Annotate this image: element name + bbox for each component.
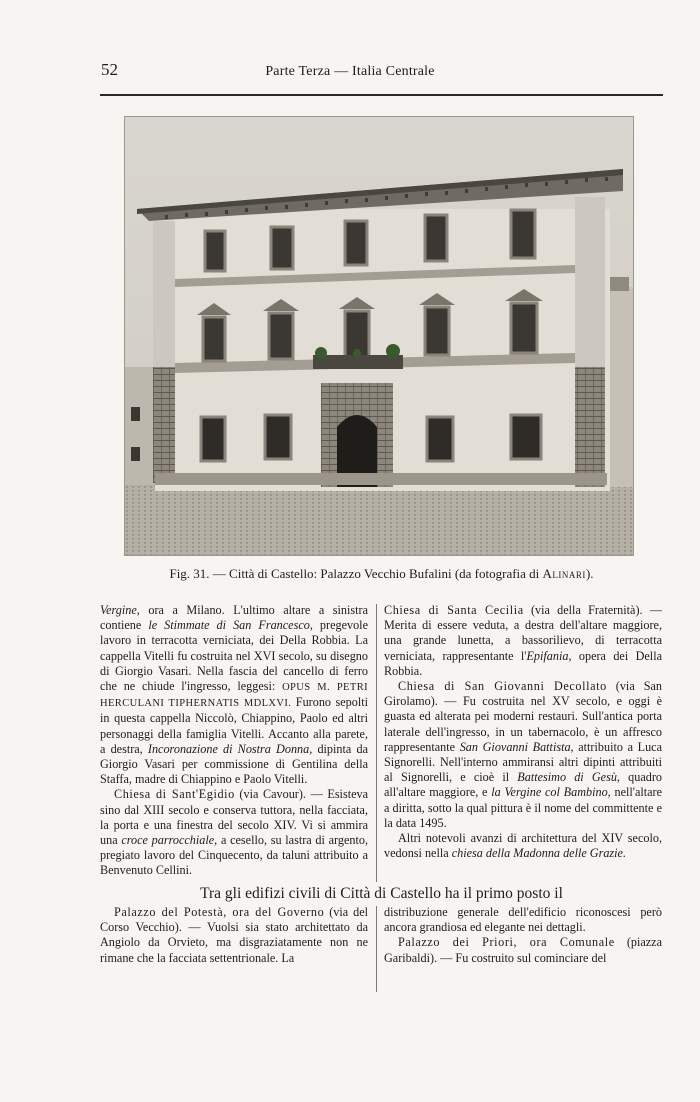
italic-text: Epifania,: [526, 648, 572, 663]
paragraph-palazzo-priori: [384, 935, 662, 965]
body-text: dipinta da Giorgio Vasari per commissione di Gentilina della Staffa, madre di Chiappino e Paolo Vitelli.: [100, 741, 368, 787]
palazzo-illustration: [125, 117, 633, 555]
body-text: attribuito a Luca Signorelli. Nell'interno ammiransi altri dipinti attribuiti al Signorelli, e cioè il: [384, 739, 662, 785]
body-text: Furono sepolti in questa cappella Niccolò, Chiappino, Paolo ed altri personaggi della famiglia Vitelli. Accanto alla parete, a destra,: [100, 695, 368, 756]
paragraph-santa-cecilia: [384, 603, 662, 679]
italic-text: le Stimmate di San Francesco,: [148, 618, 313, 633]
left-column: [100, 603, 368, 879]
italic-text: chiesa della Madonna delle Grazie.: [451, 846, 627, 861]
body-text: ora a Milano. L'ultimo altare a sinistra contiene: [100, 603, 368, 633]
header-rule: [100, 94, 663, 96]
body-text: (via della Fraternità). — Merita di essere veduta, a destra dell'altare maggiore, una grande lunetta, a bassorilievo, di terracotta verniciata, rappresentante l': [384, 603, 662, 663]
body-text: quadro all'altare maggiore, e: [384, 770, 663, 800]
section-heading: Chiesa di San Giovanni Decollato: [398, 679, 607, 694]
caption-text: Fig. 31. — Città di Castello: Palazzo Vecchio Bufalini (da fotografia di: [169, 566, 543, 581]
paragraph-architettura: [384, 831, 662, 861]
section-heading: Chiesa di Sant'Egidio: [114, 787, 235, 802]
paragraph-cappella-vitelli: [100, 603, 368, 787]
column-divider-lower: [376, 906, 377, 992]
paragraph-san-giovanni: [384, 679, 662, 831]
italic-text: croce parrocchiale,: [121, 833, 218, 848]
inscription-text: OPUS M. PETRI HERCULANI TIPHERNATIS MDLXVI.: [100, 682, 368, 710]
section-heading: Palazzo del Potestà, ora del Governo: [114, 905, 325, 919]
right-column: [384, 603, 662, 861]
body-text: (via del Corso Vecchio). — Vuolsi sia stato architettato da Angiolo da Orvieto, ma disgraziatamente non ne rimane che la facciata settentrionale. La: [100, 905, 368, 965]
italic-text: la Vergine col Bambino,: [491, 785, 611, 800]
section-heading: Palazzo dei Priori, ora Comunale: [398, 935, 615, 950]
caption-end: ).: [585, 566, 594, 581]
paragraph-palazzo-potesta: [100, 905, 368, 966]
italic-text: Vergine,: [100, 603, 140, 617]
body-text: Altri notevoli avanzi di architettura del XIV secolo, vedonsi nella: [384, 831, 662, 861]
caption-photo-credit: Alinari: [542, 566, 586, 581]
body-text: a cesello, su lastra di argento, pregiato lavoro del Cinquecento, da taluni attribuito a Benvenuto Cellini.: [100, 833, 368, 878]
italic-text: Battesimo di Gesù,: [517, 770, 620, 785]
figure-caption: [100, 566, 663, 582]
page-number: 52: [101, 60, 118, 79]
body-text: distribuzione generale dell'edificio riconoscesi però ancora grandiosa ed elegante nei dettagli.: [384, 905, 662, 935]
paragraph-continued: [384, 905, 662, 935]
palazzo-photograph: [124, 116, 634, 556]
paragraph-santegidio: [100, 787, 368, 878]
italic-text: San Giovanni Battista,: [459, 739, 574, 754]
running-title: Parte Terza — Italia Centrale: [265, 64, 435, 79]
lower-left-column: [100, 905, 368, 966]
section-heading: Chiesa di Santa Cecilia: [384, 603, 524, 617]
body-text: nell'altare a diritta, sotto la qual pittura è il nome del committente e la data 1495.: [384, 785, 663, 830]
section-lead: Tra gli edifizi civili di Città di Castello ha il primo posto il: [200, 885, 563, 902]
body-text: (via Cavour). — Esisteva sino dal XIII secolo e conserva tuttora, nella facciata, la porta e una finestra del secolo XIV. Vi si ammira una: [100, 787, 368, 848]
italic-text: Incoronazione di Nostra Donna,: [147, 741, 313, 756]
lower-right-column: [384, 905, 662, 966]
body-text: opera dei Della Robbia.: [384, 648, 662, 678]
body-text: (piazza Garibaldi). — Fu costruito sul cominciare del: [384, 935, 662, 965]
column-divider: [376, 604, 377, 882]
body-text: (via San Girolamo). — Fu costruita nel XV secolo, e oggi è guasta ed alterata pei moderni restauri. Sull'antica porta laterale dell'ingresso, in un tabernacolo, è un affresco rappresentante: [384, 679, 662, 754]
body-text: pregevole lavoro in terracotta verniciata, dei Della Robbia. La cappella Vitelli fu costruita nel XVI secolo, su disegno di Giorgio Vasari. Nella fascia del cancello di ferro che ne chiude l'ingresso, leggesi:: [100, 618, 368, 694]
